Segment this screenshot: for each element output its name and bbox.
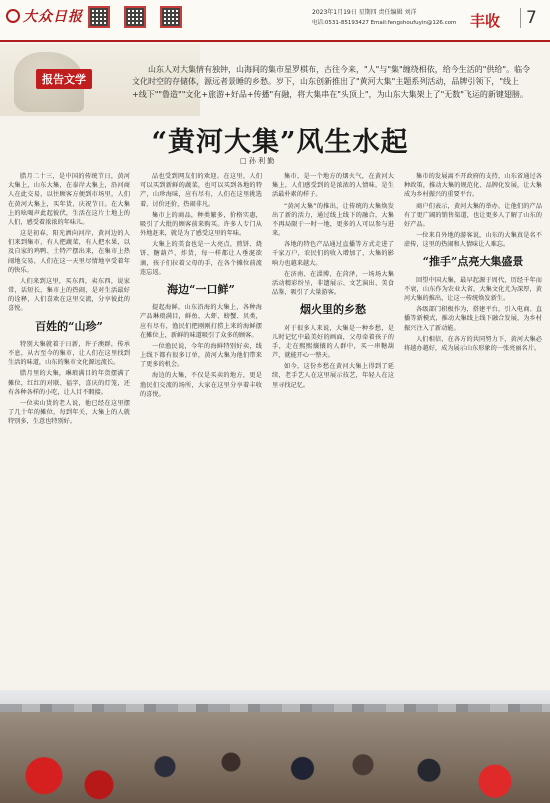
paragraph: 腊月二十三，是中国的传统节日，黄河大集上，山东大集，在泰岸大集上，沿河商人在此交易，以往顾客方便到市场里，人们在黄河大集上，买年货、庆祝节日。在大集上的吆喝声此起彼伏，生活在这片土地上的人们，感受着浓浓的年味儿。 — [8, 173, 130, 226]
paragraph: 这是初春，阳光洒向河岸，黄河边的人们来到集市，有人把蔬菜，有人把水果，以及自家的鸡鸭、土特产摆出来，在集市上热闹地交易，人们在这一天里尽情地享受着年的快乐。 — [8, 230, 130, 274]
paragraph: 特别大集就着于日新，许子澳群，传承不息，从古至今的集市，让人们在这里找到生活的味道，山东的集市文化源远流长。 — [8, 340, 130, 367]
newspaper-logo — [6, 6, 83, 26]
article-column-2 — [140, 172, 262, 401]
qr-code-icon — [160, 6, 182, 28]
article-column-4 — [404, 172, 542, 355]
issue-meta: 2023年1月19日 星期四 责任编辑 刘洋 — [312, 9, 417, 16]
paragraph: 各级部门积极作为，搭建平台，引入电商、直播等新模式，推动大集线上线下融合发展，为乡村振兴注入了新动能。 — [404, 306, 542, 332]
page-number: 7 — [520, 8, 537, 28]
paragraph: 在济南、在淄博、在菏泽，一场场大集活动精彩纷呈，非遗展示、文艺演出、美食品鉴，吸引了大量游客。 — [272, 270, 394, 297]
logo-text: 大众日报 — [23, 9, 83, 25]
paragraph: 如今，这份乡愁在黄河大集上得到了延续，老手艺人在这里展示技艺，年轻人在这里寻找记忆。 — [272, 363, 394, 389]
paragraph: 海边的大集，不仅是买卖的地方，更是渔民们交流的场所，大家在这里分享着丰收的喜悦。 — [140, 372, 262, 398]
paragraph: 品也受到网友们的欢迎。在这里，人们可以买到新鲜的蔬菜，也可以买到各地的特产，山珍海味，应有尽有，人们在这里挑选着，讨价还价，热闹非凡。 — [140, 173, 262, 208]
article-intro: 山东人对大集情有独钟，山海间的集市星罗棋布，古往今来，"人"与"集"缠绕相依，给今生活的"供给"。临令文化时空的存储体，源远者景睡的乡愁。岁下，山东创新推出了"黄河大集"主题系列活动，品牌引领下，"线上+线下""鲁造""文化+旅游+好品+传播"有融，将大集串在"头顶上"，为山东大集架上了"无数"飞运的新键翅膀。 — [132, 65, 531, 99]
paragraph: 人们相信，在各方的共同努力下，黄河大集必将越办越好，成为展示山东形象的一张亮丽名片。 — [404, 335, 542, 352]
market-photo — [0, 690, 550, 803]
subhead: 烟火里的乡愁 — [300, 303, 366, 317]
paragraph: 一位来自外地的游客说，山东的大集真是名不虚传，这里的热闹和人情味让人难忘。 — [404, 232, 542, 249]
paragraph: 一位卖山货的老人说，他已经在这里摆了几十年的摊位，每到年关，大集上的人就特别多，生意也特别好。 — [8, 399, 130, 426]
masthead — [0, 0, 550, 42]
paragraph: 提起海鲜，山东沿海的大集上，各种海产品琳琅满目，鲜鱼、大虾、螃蟹、贝类，应有尽有，渔民们把刚刚打捞上来的海鲜摆在摊位上，新鲜的味道吸引了众多的顾客。 — [140, 304, 262, 339]
byline: □ 孙 利 勤 — [240, 157, 275, 165]
paragraph: 腊月里的大集，琳琅满目的年货摆满了摊位，红红的对联、福字，喜庆的灯笼，还有各种各样的小吃，让人目不暇接。 — [8, 370, 130, 396]
subhead: “推手”点亮大集盛景 — [422, 255, 524, 269]
qr-code-icon — [124, 6, 146, 28]
column-tag: 报告文学 — [36, 69, 92, 89]
paragraph: 商户们表示，黄河大集的举办，让他们的产品有了更广阔的销售渠道，也让更多人了解了山东的好产品。 — [404, 202, 542, 228]
article-column-1 — [8, 172, 130, 428]
paragraph: 回望中国大集，最早起源于周代，历经千年而不衰，山东作为农业大省，大集文化尤为深厚，黄河大集的推出，让这一传统焕发新生。 — [404, 276, 542, 302]
article-column-3 — [272, 172, 394, 392]
subhead: 海边“一口鲜” — [167, 282, 235, 296]
paragraph: 一位渔民说，今年的海鲜特别好卖，线上线下都有很多订单，黄河大集为他们带来了更多的机会。 — [140, 342, 262, 369]
logo-emblem-icon — [6, 9, 20, 23]
paragraph: “黄河大集”的推出，让传统的大集焕发出了新的活力，通过线上线下的融合，大集不再局限于一时一地，更多的人可以参与进来。 — [272, 202, 394, 238]
qr-code-icon — [88, 6, 110, 28]
paragraph: 集市的发展离不开政府的支持，山东省通过各种政策，推动大集的规范化、品牌化发展，让大集成为乡村振兴的重要平台。 — [404, 173, 542, 199]
paragraph: 集市上的商品，种类繁多，价格实惠，吸引了大批的顾客前来购买。许多人专门从外地赶来，就是为了感受这里的年味。 — [140, 211, 262, 238]
paragraph: 大集上的美食也是一大亮点，煎饼、烧饼、糖葫芦、炸货，每一样都让人垂涎欲滴，孩子们拉着父母的手，在各个摊位前流连忘返。 — [140, 241, 262, 276]
paragraph: 各地的特色产品通过直播等方式走进了千家万户，农民们的收入增加了，大集的影响力也越来越大。 — [272, 241, 394, 267]
article-headline: “黄河大集”风生水起 — [151, 127, 409, 158]
section-title: 丰收 — [470, 12, 501, 30]
photo-crowd — [0, 712, 550, 803]
subhead: 百姓的“山珍” — [35, 319, 103, 333]
paragraph: 人们来到这里，买东西，卖东西，说家常，话短长，集市上的热闹，是对生活最好的诠释，人们喜欢在这里交流，分享彼此的喜悦。 — [8, 277, 130, 313]
paragraph: 集市，是一个地方的烟火气，在黄河大集上，人们感受到的是浓浓的人情味，是生活最朴素的样子。 — [272, 173, 394, 199]
paragraph: 对于很多人来说，大集是一种乡愁，是儿时记忆中最美好的画面，父母牵着孩子的手，走在熙熙攘攘的人群中，买一串糖葫芦，就能开心一整天。 — [272, 324, 394, 360]
contact-meta: 电话:0531-85193427 Email:fengshoufuyin@126.com — [312, 20, 457, 26]
